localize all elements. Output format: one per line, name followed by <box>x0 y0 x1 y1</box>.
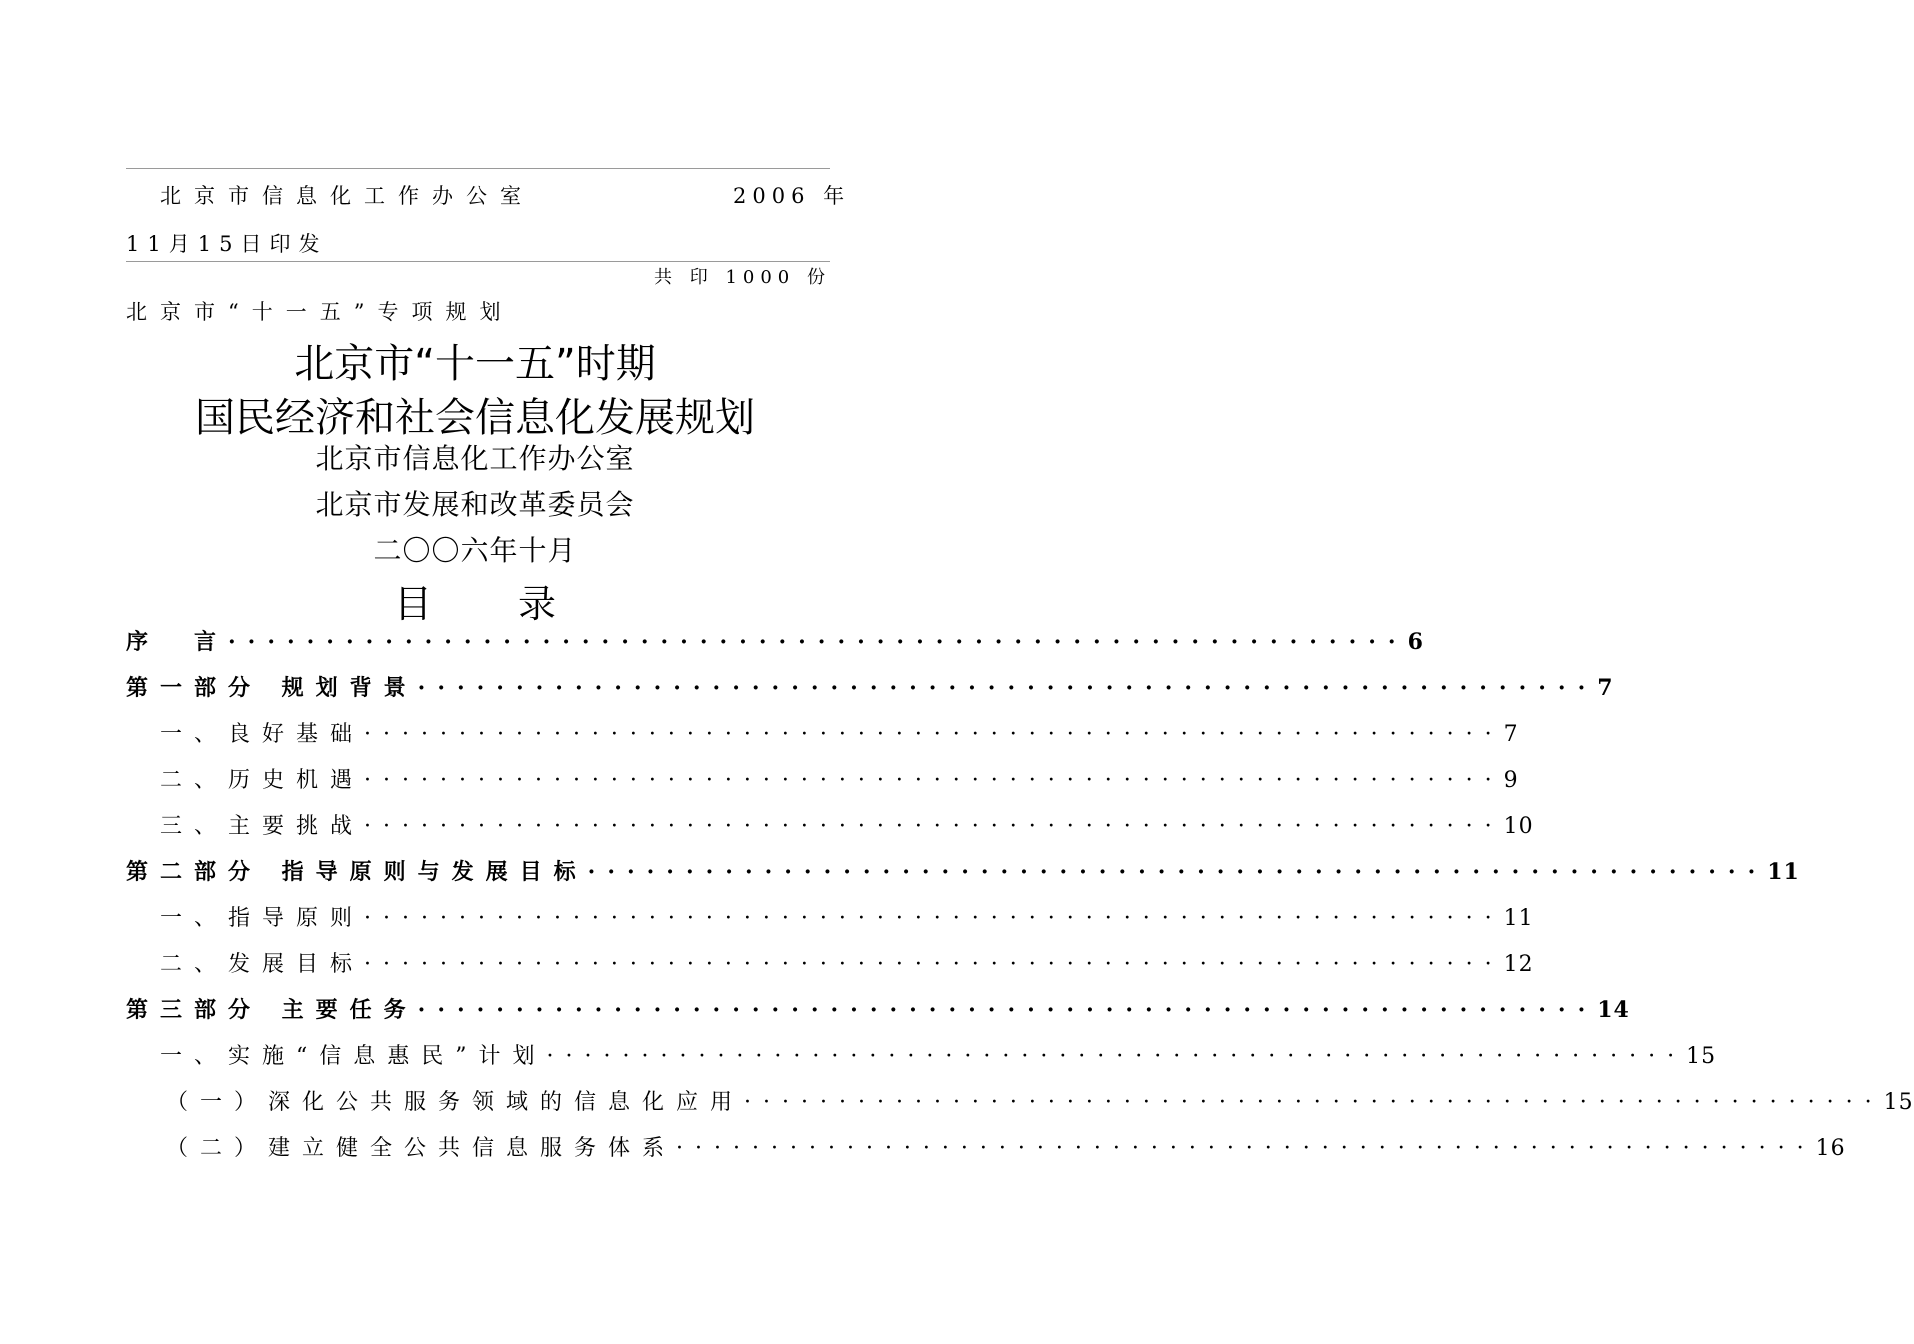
toc-entry-label: 二、发展目标 <box>160 952 365 977</box>
issuer-2: 北京市发展和改革委员会 <box>315 488 635 521</box>
toc-leader-dots: ···························································· <box>546 1044 1687 1069</box>
imprint-date: 11月15日印发 <box>126 232 328 256</box>
toc-entry-page: 7 <box>1597 675 1614 701</box>
toc-entry-page: 15 <box>1686 1044 1717 1069</box>
toc-leader-dots: ···························································· <box>417 675 1598 701</box>
toc-leader-dots: ···························································· <box>364 906 1504 931</box>
toc-heading-char-2: 录 <box>518 582 557 626</box>
toc-leader-dots: ···························································· <box>744 1090 1884 1115</box>
toc-heading-char-1: 目 <box>393 582 432 626</box>
toc-heading <box>0 573 950 628</box>
toc-entry-page: 6 <box>1407 629 1424 655</box>
toc-entry-label: 一、指导原则 <box>160 906 365 931</box>
toc-entry-label: （二）建立健全公共信息服务体系 <box>166 1136 677 1161</box>
toc-entry-page: 12 <box>1503 952 1534 977</box>
toc-entry[interactable] <box>126 947 1534 977</box>
toc-entry-label: 一、实施“信息惠民”计划 <box>160 1044 547 1069</box>
toc-leader-dots: ···························································· <box>676 1136 1816 1161</box>
toc-entry[interactable] <box>126 1085 1914 1115</box>
imprint-office: 北京市信息化工作办公室 <box>160 184 534 208</box>
toc-entry-label: 第二部分 指导原则与发展目标 <box>126 859 588 885</box>
issuer-1: 北京市信息化工作办公室 <box>315 442 635 475</box>
toc-entry-page: 11 <box>1503 906 1534 931</box>
toc-entry[interactable] <box>126 717 1519 747</box>
toc-entry-page: 16 <box>1815 1136 1846 1161</box>
toc-entry-label: 三、主要挑战 <box>160 814 365 839</box>
toc-leader-dots: ···························································· <box>364 952 1504 977</box>
toc-entry-label: 一、良好基础 <box>160 722 365 747</box>
toc-entry-page: 15 <box>1883 1090 1914 1115</box>
toc-entry[interactable] <box>126 809 1534 839</box>
publish-date: 二〇〇六年十月 <box>373 534 577 567</box>
toc-entry-label: 序 言 <box>126 629 229 655</box>
toc-entry-label: 第一部分 规划背景 <box>126 675 418 701</box>
middle-rule <box>126 261 830 262</box>
toc-entry[interactable] <box>126 671 1614 701</box>
toc-entry-page: 9 <box>1503 768 1519 793</box>
toc-entry-label: （一）深化公共服务领域的信息化应用 <box>166 1090 745 1115</box>
toc-entry-page: 14 <box>1597 997 1630 1023</box>
toc-entry[interactable] <box>126 901 1534 931</box>
toc-entry[interactable] <box>126 1131 1846 1161</box>
toc-leader-dots: ···························································· <box>364 722 1504 747</box>
toc-entry[interactable] <box>126 993 1630 1023</box>
toc-entry-page: 10 <box>1503 814 1534 839</box>
imprint-year: 2006 年 <box>733 184 851 208</box>
toc-leader-dots: ···························································· <box>417 997 1598 1023</box>
title-line-1: 北京市“十一五”时期 <box>294 341 656 387</box>
toc-leader-dots: ···························································· <box>364 768 1504 793</box>
toc-entry[interactable] <box>126 625 1424 655</box>
toc-leader-dots: ···························································· <box>364 814 1504 839</box>
title-line-2: 国民经济和社会信息化发展规划 <box>195 395 755 441</box>
toc-entry[interactable] <box>126 1039 1717 1069</box>
toc-leader-dots: ···························································· <box>587 859 1768 885</box>
series-label: 北京市“十一五”专项规划 <box>126 300 514 324</box>
toc-entry[interactable] <box>126 763 1519 793</box>
toc-entry-page: 7 <box>1503 722 1519 747</box>
toc-entry[interactable] <box>126 855 1800 885</box>
toc-entry-label: 第三部分 主要任务 <box>126 997 418 1023</box>
imprint-copies: 共 印 1000 份 <box>654 267 831 288</box>
toc-entry-page: 11 <box>1767 859 1800 885</box>
toc-entry-label: 二、历史机遇 <box>160 768 365 793</box>
table-of-contents <box>126 625 1914 1165</box>
top-rule <box>126 168 830 169</box>
toc-leader-dots: ···························································· <box>228 629 1408 655</box>
